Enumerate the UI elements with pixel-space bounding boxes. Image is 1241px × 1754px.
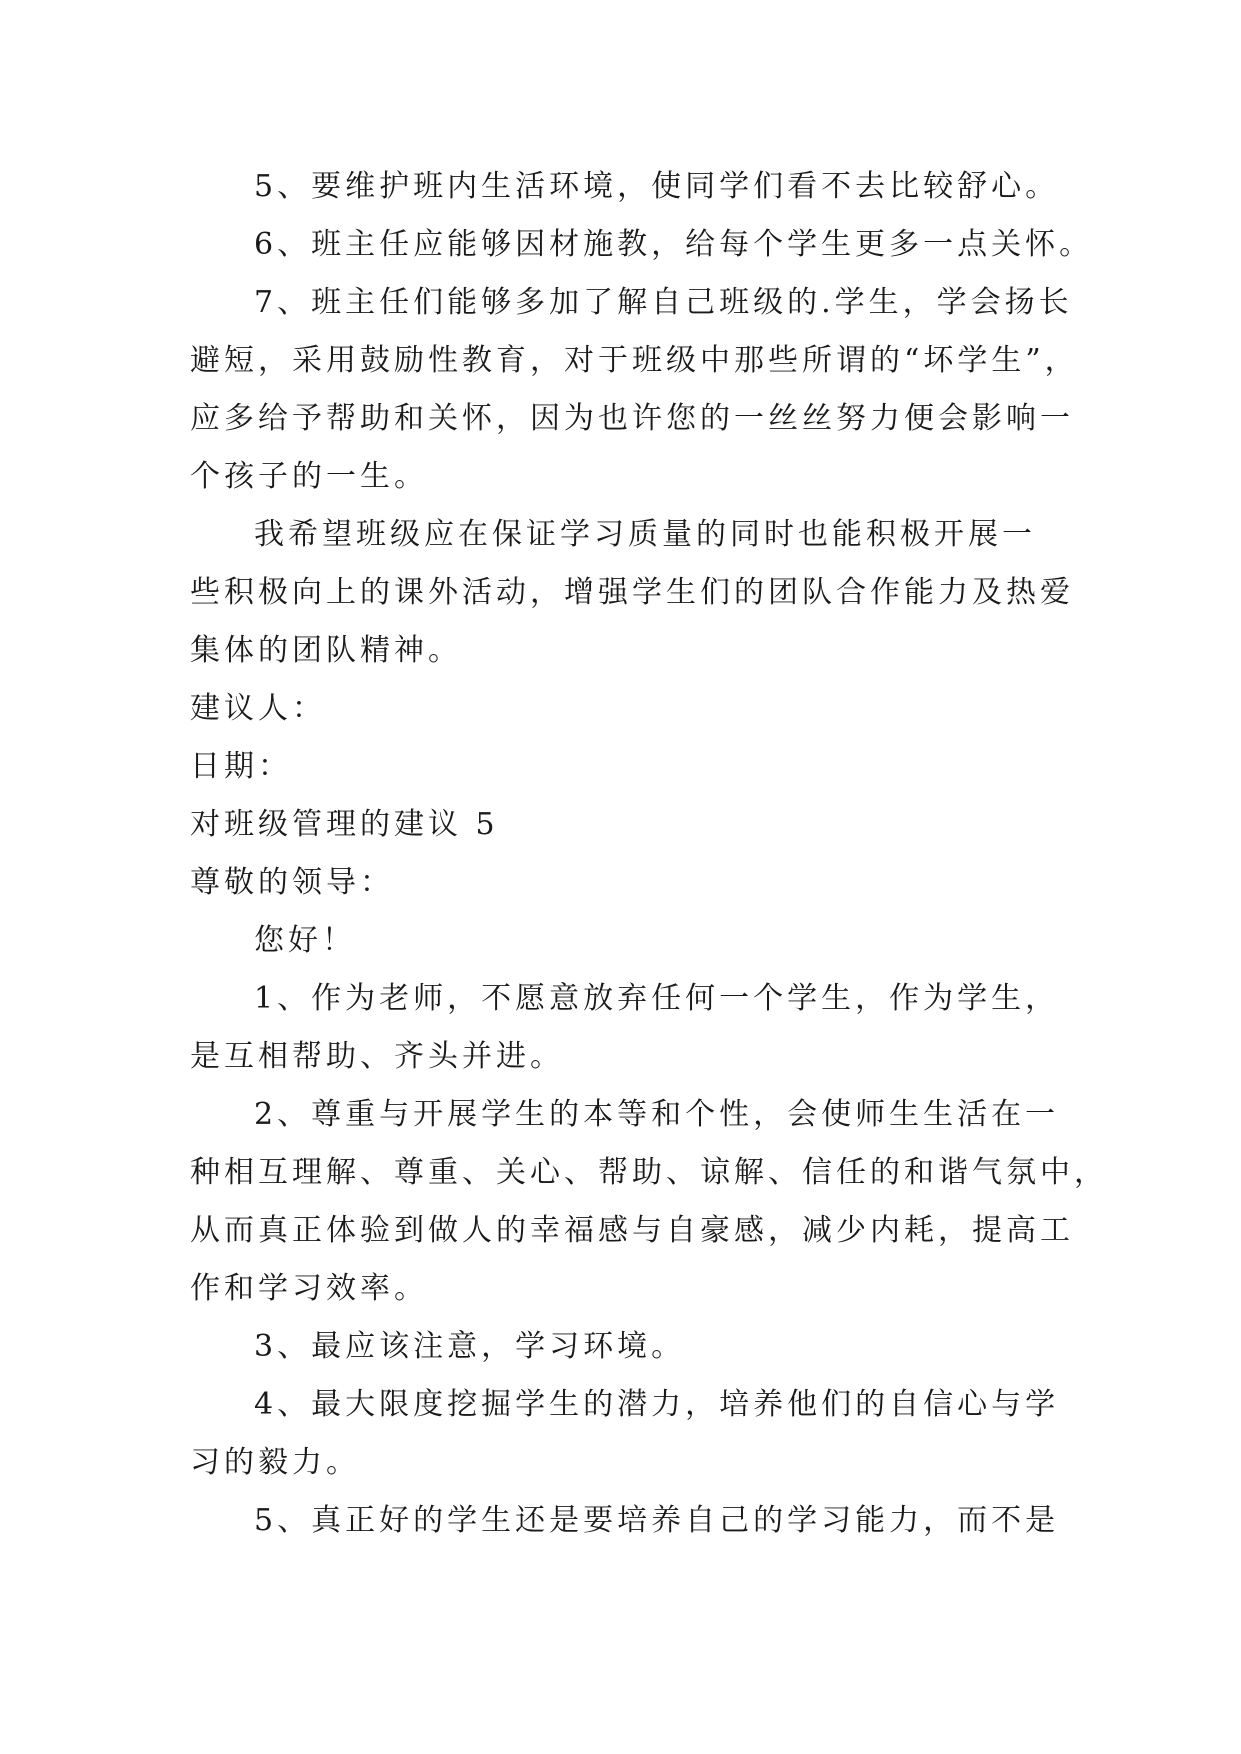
- paragraph-line: 是互相帮助、齐头并进。: [190, 1039, 564, 1074]
- paragraph-line: 作和学习效率。: [190, 1271, 428, 1306]
- paragraph-line: 1、作为老师，不愿意放弃任何一个学生，作为学生，: [254, 981, 1060, 1016]
- salutation: 尊敬的领导：: [190, 865, 394, 900]
- paragraph-line: 7、班主任们能够多加了解自己班级的.学生，学会扬长: [254, 285, 1073, 320]
- paragraph-line: 5、要维护班内生活环境，使同学们看不去比较舒心。: [254, 169, 1060, 204]
- paragraph-line: 应多给予帮助和关怀，因为也许您的一丝丝努力便会影响一: [190, 401, 1074, 436]
- paragraph-line: 我希望班级应在保证学习质量的同时也能积极开展一: [254, 517, 1036, 552]
- document-body: [190, 158, 1108, 1550]
- signature-label: 建议人：: [190, 691, 326, 726]
- paragraph-line: 4、最大限度挖掘学生的潜力，培养他们的自信心与学: [254, 1387, 1060, 1422]
- paragraph-line: 些积极向上的课外活动，增强学生们的团队合作能力及热爱: [190, 575, 1074, 610]
- paragraph-line: 5、真正好的学生还是要培养自己的学习能力，而不是: [254, 1503, 1060, 1538]
- paragraph-line: 集体的团队精神。: [190, 633, 462, 668]
- greeting: 您好！: [254, 923, 356, 958]
- paragraph-line: 6、班主任应能够因材施教，给每个学生更多一点关怀。: [254, 227, 1094, 262]
- date-label: 日期：: [190, 749, 292, 784]
- paragraph-line: 个孩子的一生。: [190, 459, 428, 494]
- paragraph-line: 从而真正体验到做人的幸福感与自豪感，减少内耗，提高工: [190, 1213, 1074, 1248]
- section-title: 对班级管理的建议 5: [190, 807, 499, 842]
- paragraph-line: 避短，采用鼓励性教育，对于班级中那些所谓的“坏学生”，: [190, 343, 1079, 378]
- paragraph-line: 习的毅力。: [190, 1445, 360, 1480]
- paragraph-line: 种相互理解、尊重、关心、帮助、谅解、信任的和谐气氛中，: [190, 1155, 1108, 1190]
- paragraph-line: 3、最应该注意，学习环境。: [254, 1329, 686, 1364]
- paragraph-line: 2、尊重与开展学生的本等和个性，会使师生生活在一: [254, 1097, 1060, 1132]
